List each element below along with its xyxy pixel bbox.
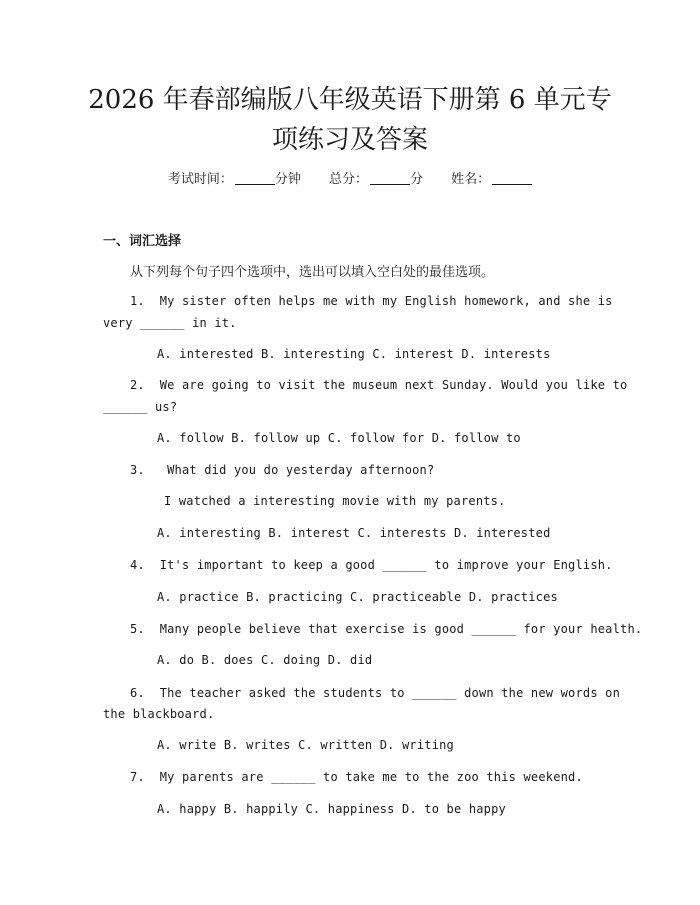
question-5-options: A. do B. does C. doing D. did <box>157 653 373 667</box>
question-3-line-1: 3. What did you do yesterday afternoon? <box>130 463 435 477</box>
time-unit: 分钟 <box>274 172 301 187</box>
score-label: 总分： <box>328 172 368 187</box>
score-unit: 分 <box>410 172 424 187</box>
question-2-line-1: 2. We are going to visit the museum next Sunday. Would you like to <box>130 378 628 392</box>
question-1-line-2: very ______ in it. <box>103 316 237 330</box>
page-title <box>0 80 700 160</box>
question-7-line-1: 7. My parents are ______ to take me to the zoo this weekend. <box>130 770 583 784</box>
title-line-2: 项练习及答案 <box>271 125 428 155</box>
title-line-1: 2026 年春部编版八年级英语下册第 6 单元专 <box>88 85 612 115</box>
question-2-options: A. follow B. follow up C. follow for D. follow to <box>157 431 521 445</box>
question-6-options: A. write B. writes C. written D. writing <box>157 738 454 752</box>
question-3-options: A. interesting B. interest C. interests D. interested <box>157 526 551 540</box>
section-heading: 一、词汇选择 <box>103 234 182 249</box>
name-blank <box>492 184 532 185</box>
time-label: 考试时间： <box>167 172 233 187</box>
question-3-line-2: I watched a interesting movie with my parents. <box>164 494 506 508</box>
exam-name <box>451 172 532 187</box>
exam-meta <box>0 168 700 187</box>
exam-time <box>168 172 301 187</box>
question-1-options: A. interested B. interesting C. interest D. interests <box>157 347 551 361</box>
name-label: 姓名： <box>451 172 491 187</box>
question-1-line-1: 1. My sister often helps me with my English homework, and she is <box>130 294 613 308</box>
question-5-line-1: 5. Many people believe that exercise is good ______ for your health. <box>130 622 643 636</box>
score-blank <box>370 184 410 185</box>
section-instruction: 从下列每个句子四个选项中，选出可以填入空白处的最佳选项。 <box>130 265 495 280</box>
question-6-line-1: 6. The teacher asked the students to ______ down the new words on <box>130 686 621 700</box>
question-6-line-2: the blackboard. <box>103 707 215 721</box>
question-4-line-1: 4. It's important to keep a good ______ to improve your English. <box>130 558 613 572</box>
question-4-options: A. practice B. practicing C. practiceable D. practices <box>157 590 558 604</box>
time-blank <box>235 184 275 185</box>
question-2-line-2: ______ us? <box>103 400 178 414</box>
exam-score <box>329 172 423 187</box>
question-7-options: A. happy B. happily C. happiness D. to be happy <box>157 802 506 816</box>
